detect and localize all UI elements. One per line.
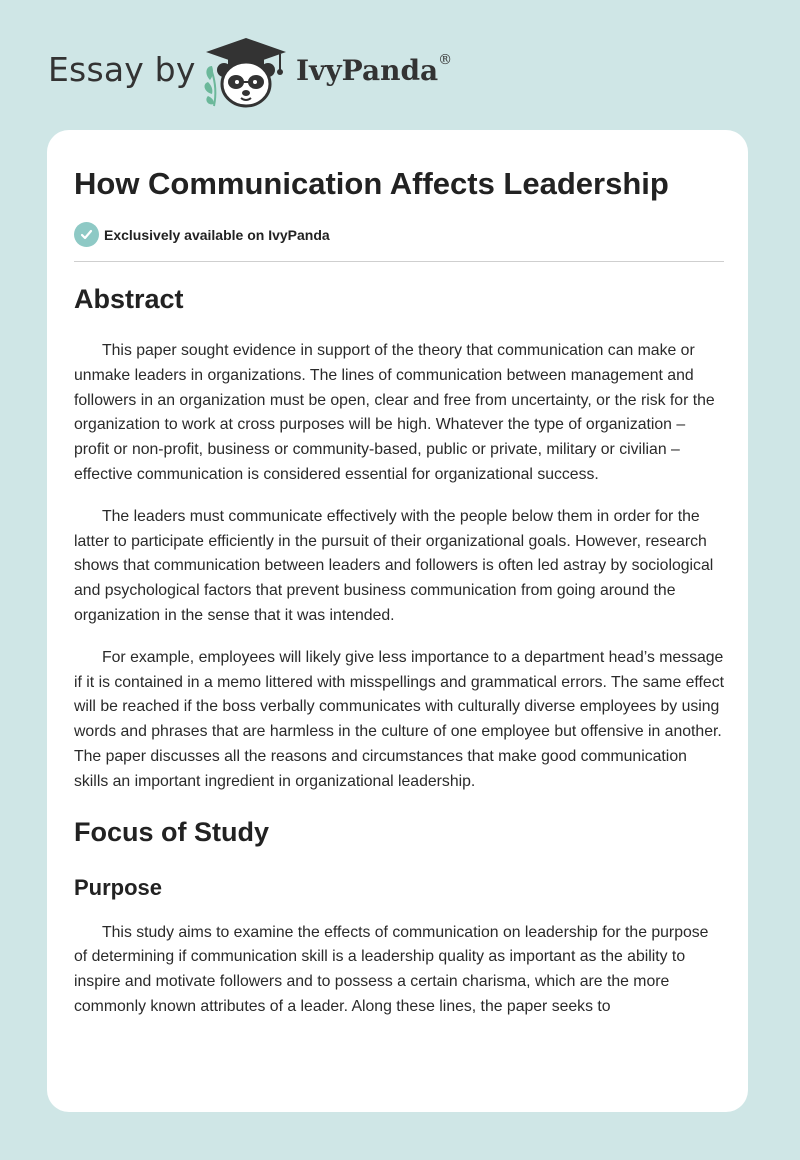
article-body	[74, 280, 724, 1020]
registered-mark: ®	[438, 52, 453, 68]
subsection-heading-purpose: Purpose	[74, 874, 163, 900]
paragraph: This paper sought evidence in support of the theory that communication can make or unmake leaders in organizations. The lines of communication between management and followers in an organization must be open, clear and free from uncertainty, or the risk for the organization to work at cross purposes will be high. Whatever the type of organization – profit or non-profit, business or community-based, public or private, military or civilian – effective communication is considered essential for organizational success.	[74, 342, 715, 483]
paragraph: This study aims to examine the effects of communication on leadership for the purpose of determining if communication skill is a leadership quality as important as the ability to inspire and motivate followers and to possess a certain charisma, which are the more commonly known attributes of a leader. Along these lines, the paper seeks to	[74, 923, 709, 1015]
exclusive-badge	[74, 222, 330, 247]
site-header	[0, 0, 800, 130]
essay-by-label: Essay by	[48, 50, 196, 89]
paragraph: The leaders must communicate effectively with the people below them in order for the latter to participate efficiently in the pursuit of their organizational goals. However, research shows that communication between leaders and followers is often led astray by sociological and psychological factors that prevent business communication from going around the organization in the sense that it was intended.	[74, 507, 714, 624]
essay-card	[47, 130, 748, 1112]
badge-label: Exclusively available on IvyPanda	[104, 226, 330, 243]
paragraph: For example, employees will likely give less importance to a department head’s message if it is contained in a memo littered with misspellings and grammatical errors. The same effect will be reached if the boss verbally communicates with culturally diverse employees by using words and phrases that are harmless in the culture of one employee but offensive in another. The paper discusses all the reasons and circumstances that make good communication skills an important ingredient in organizational leadership.	[74, 648, 724, 790]
section-heading-focus: Focus of Study	[74, 816, 269, 847]
panda-graduate-icon	[200, 36, 292, 110]
brand-name[interactable]: IvyPanda®	[296, 52, 453, 87]
check-icon	[74, 222, 99, 247]
page-title: How Communication Affects Leadership	[74, 166, 669, 201]
section-heading-abstract: Abstract	[74, 284, 184, 314]
divider	[74, 261, 724, 262]
